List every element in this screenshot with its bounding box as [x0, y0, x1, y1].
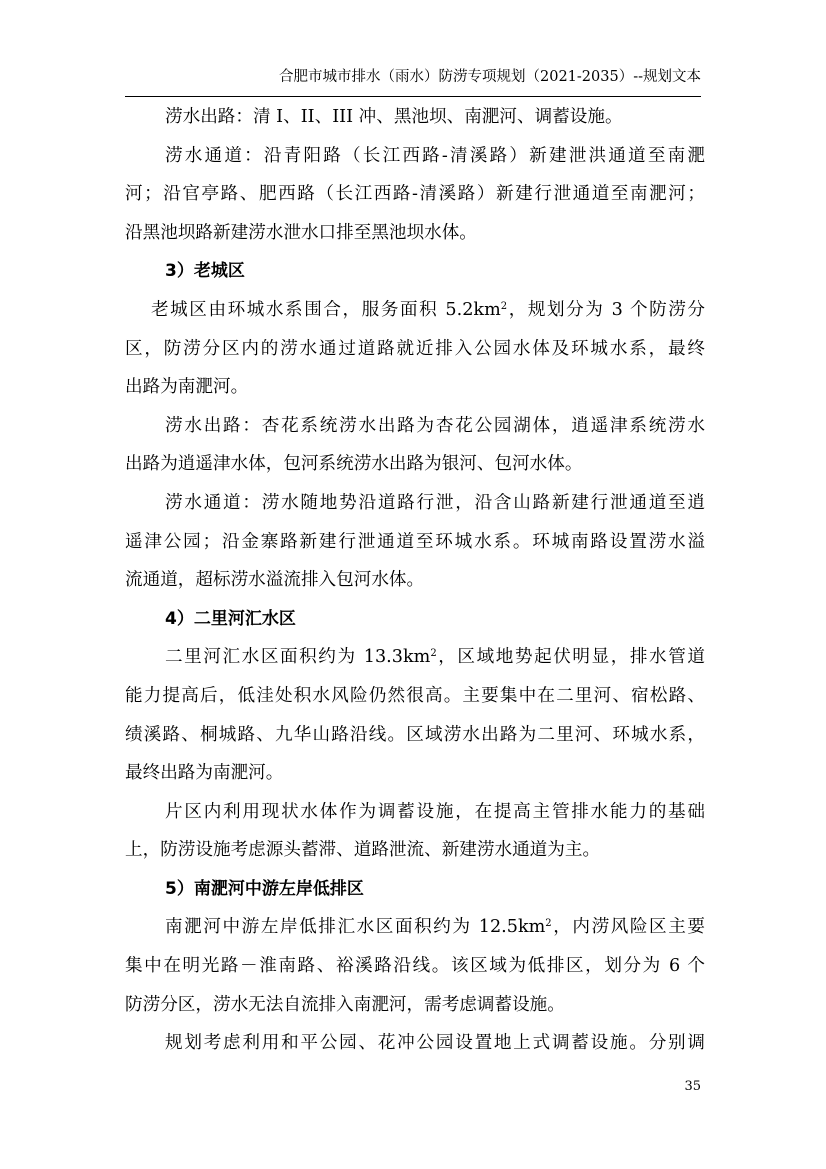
text-run: ，内涝风险区主要 [551, 917, 705, 938]
page-header [125, 62, 701, 97]
paragraph-line: 涝水出路：杏花系统涝水出路为杏花公园湖体，逍遥津系统涝水 [165, 415, 705, 436]
text-run: 南淝河中游左岸低排汇水区面积约为 12.5km [165, 917, 546, 938]
paragraph-line: 涝水出路：清 I、II、III 冲、黑池坝、南淝河、调蓄设施。 [165, 107, 623, 127]
paragraph-line [125, 291, 705, 330]
paragraph-line: 能力提高后，低洼处积水风险仍然很高。主要集中在二里河、宿松路、 [125, 685, 705, 706]
paragraph-line: 涝水通道：涝水随地势沿道路行泄，沿含山路新建行泄通道至逍 [165, 492, 705, 513]
superscript: 2 [500, 300, 508, 312]
paragraph-line: 片区内利用现状水体作为调蓄设施，在提高主管排水能力的基础 [165, 801, 705, 822]
paragraph-line: 涝水通道：沿青阳路（长江西路-清溪路）新建泄洪通道至南淝 [165, 145, 705, 166]
paragraph-line: 规划考虑利用和平公园、花冲公园设置地上式调蓄设施。分别调 [165, 1033, 705, 1054]
text-run: ，区域地势起伏明显，排水管道 [436, 647, 705, 668]
paragraph-line: 沿黑池坝路新建涝水泄水口排至黑池坝水体。 [125, 222, 477, 243]
paragraph-line: 区，防涝分区内的涝水通过道路就近排入公园水体及环城水系，最终 [125, 338, 705, 359]
page-number: 35 [684, 1079, 701, 1094]
paragraph-line: 上，防涝设施考虑源头蓄滞、道路泄流、新建涝水通道为主。 [125, 840, 601, 861]
superscript: 2 [430, 648, 437, 660]
document-body [125, 98, 705, 1063]
paragraph-line: 出路为南淝河。 [125, 377, 249, 398]
paragraph-line: 防涝分区，涝水无法自流排入南淝河，需考虑调蓄设施。 [125, 994, 565, 1015]
text-run: ，规划分为 3 个防涝分 [507, 299, 706, 320]
paragraph-line: 最终出路为南淝河。 [125, 763, 284, 784]
section-heading: 4）二里河汇水区 [165, 608, 296, 629]
paragraph-line: 集中在明光路－淮南路、裕溪路沿线。该区域为低排区，划分为 6 个 [125, 956, 705, 977]
text-run: 二里河汇水区面积约为 13.3km [165, 647, 431, 668]
paragraph-line: 河；沿官亭路、肥西路（长江西路-清溪路）新建行泄通道至南淝河； [125, 184, 705, 205]
section-heading: 5）南淝河中游左岸低排区 [165, 878, 364, 899]
paragraph-line: 出路为逍遥津水体，包河系统涝水出路为银河、包河水体。 [125, 454, 583, 475]
paragraph-line [125, 908, 705, 947]
paragraph-line [125, 638, 705, 677]
header-title: 合肥市城市排水（雨水）防涝专项规划（2021-2035）--规划文本 [279, 69, 701, 85]
section-heading: 3）老城区 [165, 261, 245, 282]
paragraph-line: 流通道，超标涝水溢流排入包河水体。 [125, 570, 425, 591]
superscript: 2 [545, 918, 552, 930]
text-run: 老城区由环城水系围合，服务面积 5.2km [151, 299, 501, 320]
paragraph-line: 绩溪路、桐城路、九华山路沿线。区域涝水出路为二里河、环城水系， [125, 724, 705, 745]
paragraph-line: 遥津公园；沿金寨路新建行泄通道至环城水系。环城南路设置涝水溢 [125, 531, 705, 552]
